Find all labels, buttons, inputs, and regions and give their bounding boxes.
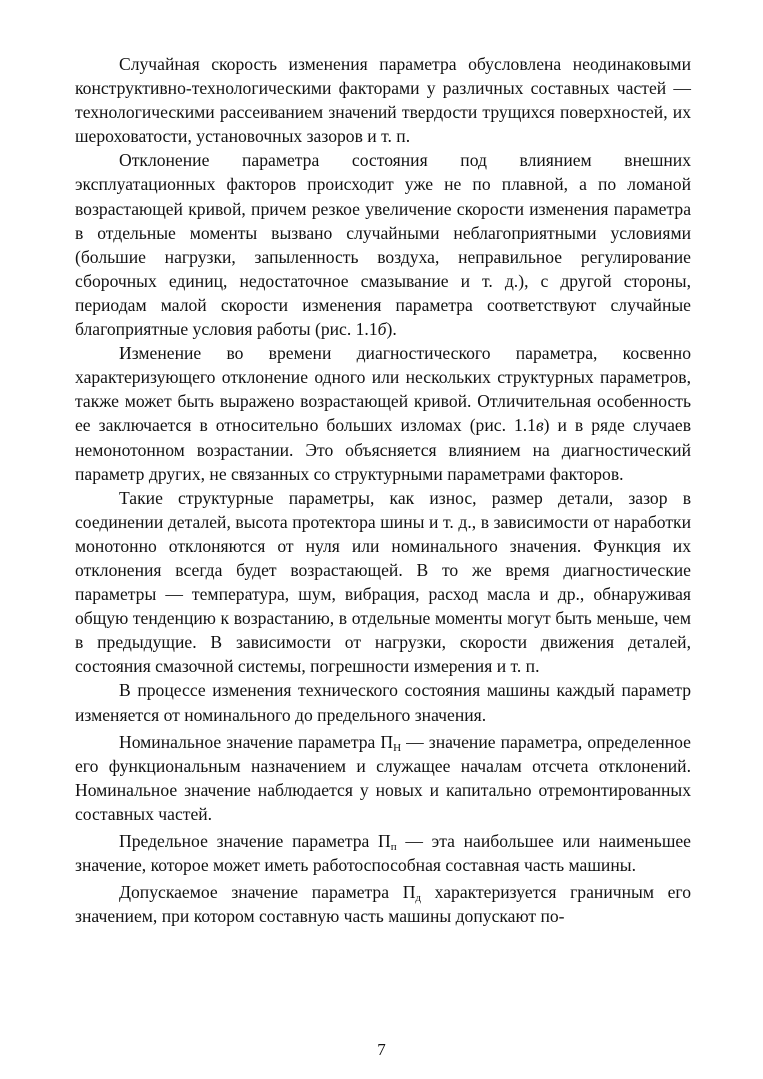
paragraph-random-rate: Случайная скорость изменения параметра обусловлена неодинаковыми конструктивно-технологическими факторами у различных составных частей — технологическими рассеиванием значений твердости трущихся поверхностей, их шероховатости, установочных зазоров и т. п.	[75, 54, 691, 147]
subscript: п	[390, 841, 397, 853]
paragraph-text: характеризуется граничным его значением, при котором составную часть машины допускают по-	[75, 882, 692, 927]
figure-reference-letter: в	[535, 415, 544, 436]
paragraph-text: Предельное значение параметра П	[119, 831, 391, 851]
paragraph-text: Отклонение параметра состояния под влиянием внешних эксплуатационных факторов происходит уже не по плавной, а по ломаной возрастающей кривой, причем резкое увеличение скорости изменения параметра в отдельные моменты вызвано случайными неблагоприятными условиями (большие нагрузки, запыленность воздуха, неправильное регулирование сборочных единиц, недостаточное смазывание и т. д.), с другой стороны, периодам малой скорости изменения параметра соответствуют случайные благоприятные условия работы (рис. 1.1	[75, 150, 691, 340]
paragraph-text: ).	[386, 319, 397, 340]
paragraph-text: — эта наибольшее или наименьшее значение, которое может иметь работоспособная составная часть машины.	[75, 831, 691, 876]
paragraph-text: — значение параметра, определенное его функциональным назначением и служащее началам отсчета отклонений. Номинальное значение наблюдается у новых и капитально отремонтированных составных частей.	[75, 731, 691, 824]
paragraph-text: Допускаемое значение параметра П	[119, 882, 416, 903]
paragraph-limit-value	[75, 829, 691, 877]
page-body	[75, 52, 691, 928]
paragraph-text: Изменение во времени диагностического параметра, косвенно характеризующего отклонение одного или нескольких структурных параметров, также может быть выражено возрастающей кривой. Отличительная особенность ее заключается в относительно больших изломах (рис. 1.1	[75, 343, 691, 436]
paragraph-nominal-value	[75, 730, 691, 826]
subscript: Н	[393, 741, 402, 754]
paragraph-structural-parameters: Такие структурные параметры, как износ, размер детали, зазор в соединении деталей, высота протектора шины и т. д., в зависимости от наработки монотонно отклоняются от нуля или номинального значения. Функция их отклонения всегда будет возрастающей. В то же время диагностические параметры — температура, шум, вибрация, расход масла и др., обнаруживая общую тенденцию к возрастанию, в отдельные моменты могут быть меньше, чем в предыдущие. В зависимости от нагрузки, скорости движения деталей, состояния смазочной системы, погрешности измерения и т. п.	[75, 487, 691, 677]
paragraph-deviation-external-factors	[75, 148, 691, 341]
paragraph-diagnostic-parameter	[75, 341, 691, 486]
paragraph-text: Номинальное значение параметра П	[119, 731, 394, 752]
page-number: 7	[377, 1040, 386, 1059]
paragraph-text: ) и в ряде случаев немонотонном возрастании. Это объясняется влиянием на диагностический параметр других, не связанных со структурными параметрами факторов.	[75, 415, 691, 484]
paragraph-change-process: В процессе изменения технического состояния машины каждый параметр изменяется от номинального до предельного значения.	[75, 680, 691, 725]
paragraph-permissible-value	[75, 880, 691, 928]
subscript: д	[415, 892, 422, 905]
figure-reference-letter: б	[377, 319, 387, 340]
